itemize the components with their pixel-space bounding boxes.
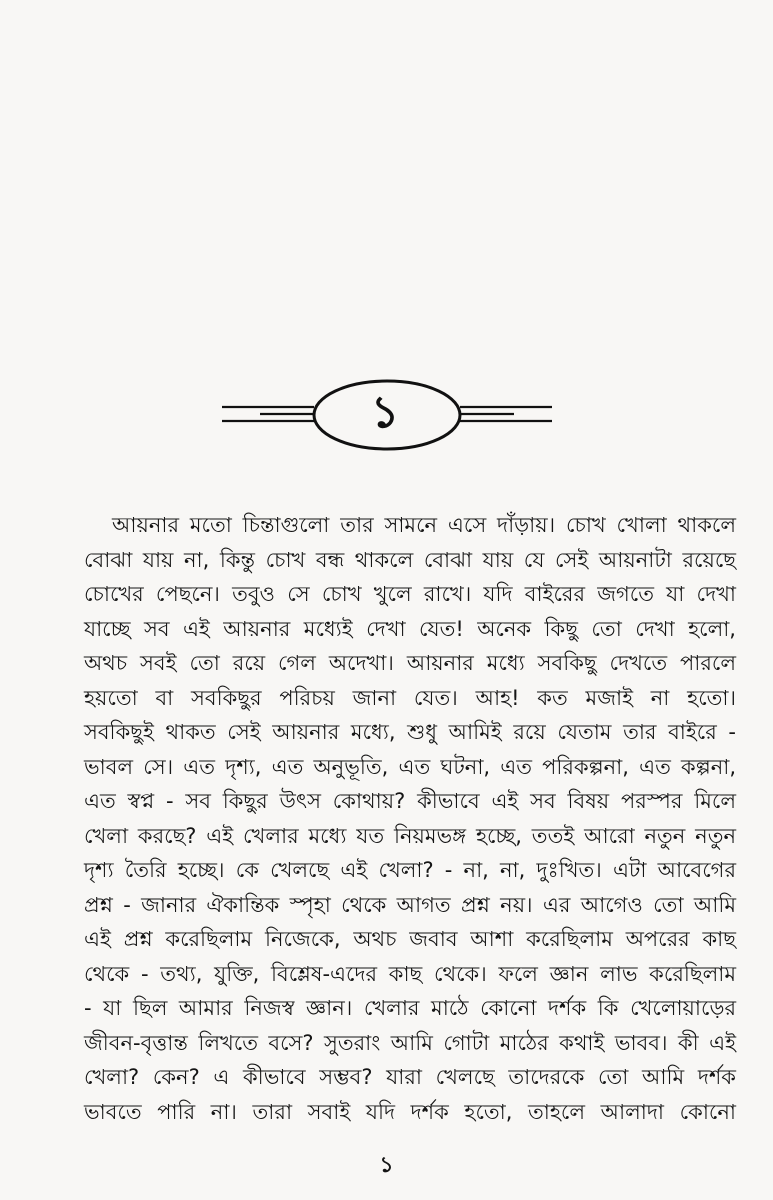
text-line: জীবন-বৃত্তান্ত লিখতে বসে? সুতরাং আমি গোটা মাঠের কথাই ভাবব। কী এই [84,1030,736,1055]
text-line: ভাবল সে। এত দৃশ্য, এত অনুভূতি, এত ঘটনা, এত পরিকল্পনা, এত কল্পনা, [84,754,736,779]
text-line: আয়নার মতো চিন্তাগুলো তার সামনে এসে দাঁড়ায়। চোখ খোলা থাকলে [112,513,736,537]
text-line: খেলা করছে? এই খেলার মধ্যে যত নিয়মভঙ্গ হচ্ছে, ততই আরো নতুন নতুন [84,823,736,848]
text-line: হয়তো বা সবকিছুর পরিচয় জানা যেত। আহ! কত মজাই না হতো। [84,685,736,710]
text-line: এত স্বপ্ন - সব কিছুর উৎস কোথায়? কীভাবে এই সব বিষয় পরস্পর মিলে [84,789,736,813]
text-line: খেলা? কেন? এ কীভাবে সম্ভব? যারা খেলছে তাদেরকে তো আমি দর্শক [84,1065,736,1089]
body-text [84,508,736,1129]
text-line: দৃশ্য তৈরি হচ্ছে। কে খেলছে এই খেলা? - না, না, দুঃখিত। এটা আবেগের [84,858,736,882]
text-line: যাচ্ছে সব এই আয়নার মধ্যেই দেখা যেত! অনেক কিছু তো দেখা হলো, [84,616,736,641]
text-line: সবকিছুই থাকত সেই আয়নার মধ্যে, শুধু আমিই রয়ে যেতাম তার বাইরে - [84,720,736,744]
text-line: থেকে - তথ্য, যুক্তি, বিশ্লেষ-এদের কাছ থেকে। ফলে জ্ঞান লাভ করেছিলাম [84,961,736,986]
text-line: চোখের পেছনে। তবুও সে চোখ খুলে রাখে। যদি বাইরের জগতে যা দেখা [84,582,736,606]
text-line: ভাবতে পারি না। তারা সবাই যদি দর্শক হতো, তাহলে আলাদা কোনো [84,1099,736,1124]
text-line: অথচ সবই তো রয়ে গেল অদেখা। আয়নার মধ্যে সবকিছু দেখতে পারলে [84,651,736,675]
chapter-number: ১ [370,386,400,438]
text-line: প্রশ্ন - জানার ঐকান্তিক স্পৃহা থেকে আগত প্রশ্ন নয়। এর আগেও তো আমি [84,892,736,917]
text-line: এই প্রশ্ন করেছিলাম নিজেকে, অথচ জবাব আশা করেছিলাম অপরের কাছ [84,927,736,951]
text-line: বোঝা যায় না, কিন্তু চোখ বন্ধ থাকলে বোঝা যায় যে সেই আয়নাটা রয়েছে [84,547,736,572]
text-line: - যা ছিল আমার নিজস্ব জ্ঞান। খেলার মাঠে কোনো দর্শক কি খেলোয়াড়ের [84,996,736,1020]
page-number: ১ [379,1153,394,1178]
